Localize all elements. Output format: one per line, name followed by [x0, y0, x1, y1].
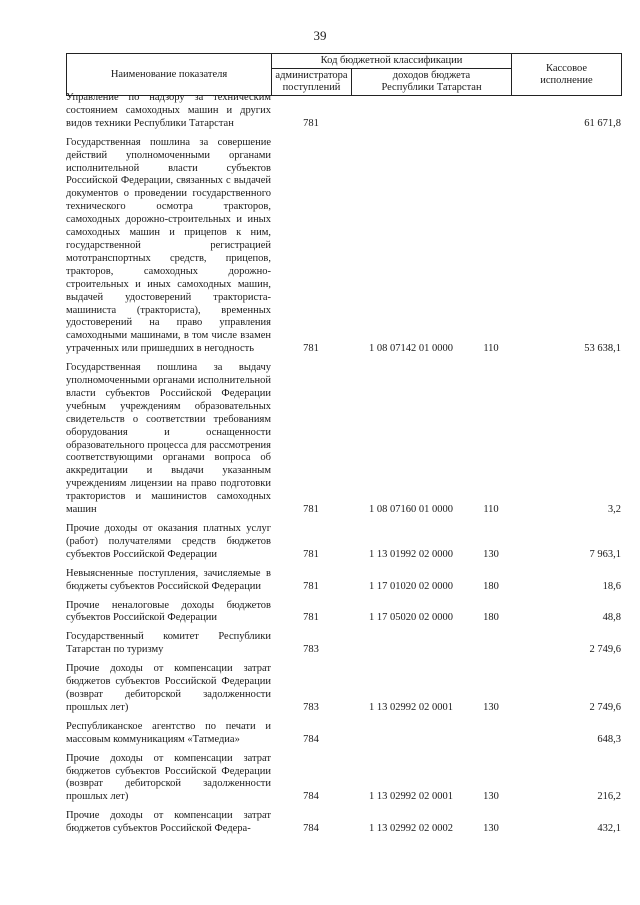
row-amount: 216,2: [597, 791, 621, 803]
table-row: [66, 721, 621, 747]
header-name: Наименование показателя: [67, 54, 272, 96]
row-admin: 781: [303, 343, 319, 355]
row-subcode: 110: [483, 504, 499, 516]
row-name: Государственная пошлина за выдачу уполномоченными органами исполнительной власти субъектов Российской Федерации учебным учреждениям образовательных свидетельств о соответствии требованиям оборудования и оснащенности образовательного процесса для рассмотрения соответствующими органами вопроса об аккредитации и выдачи указанным учреждениям лицензии на право подготовки трактористов и машинистов самоходных машин: [66, 362, 271, 516]
table-row: [66, 600, 621, 626]
header-execution: Кассовое исполнение: [512, 54, 622, 96]
row-amount: 53 638,1: [584, 343, 621, 355]
row-amount: 7 963,1: [589, 548, 621, 560]
row-name: Прочие неналоговые доходы бюджетов субъектов Российской Федерации: [66, 599, 271, 624]
row-name: Прочие доходы от оказания платных услуг (работ) получателями средств бюджетов субъектов Российской Федерации: [66, 523, 271, 560]
row-code: 1 13 02992 02 0001: [369, 791, 453, 803]
row-code: 1 08 07160 01 0000: [369, 504, 453, 516]
page-number: 39: [313, 28, 327, 43]
row-amount: 432,1: [597, 823, 621, 835]
row-code: 1 17 05020 02 0000: [369, 612, 453, 624]
table-row: [66, 362, 621, 517]
row-admin: 784: [303, 733, 319, 745]
row-amount: 2 749,6: [589, 701, 621, 713]
row-admin: 781: [303, 504, 319, 516]
row-admin: 781: [303, 580, 319, 592]
row-subcode: 130: [483, 823, 499, 835]
table-row: [66, 631, 621, 657]
table-row: [66, 753, 621, 805]
table-row: [66, 92, 621, 131]
table-row: [66, 568, 621, 594]
row-code: 1 13 02992 02 0001: [369, 701, 453, 713]
row-subcode: 130: [483, 548, 499, 560]
row-subcode: 180: [483, 612, 499, 624]
header-revenue: доходов бюджета Республики Татарстан: [352, 69, 512, 96]
row-admin: 781: [303, 548, 319, 560]
row-admin: 783: [303, 644, 319, 656]
row-admin: 784: [303, 791, 319, 803]
table-row: [66, 137, 621, 356]
table-body: [66, 92, 621, 842]
row-subcode: 130: [483, 701, 499, 713]
table-row: [66, 810, 621, 836]
row-code: 1 13 02992 02 0002: [369, 823, 453, 835]
row-code: 1 13 01992 02 0000: [369, 548, 453, 560]
row-name: Управление по надзору за техническим состоянием самоходных машин и других видов техники Республики Татарстан: [66, 92, 271, 129]
row-amount: 18,6: [602, 580, 621, 592]
row-admin: 783: [303, 701, 319, 713]
row-admin: 781: [303, 117, 319, 129]
row-amount: 61 671,8: [584, 117, 621, 129]
table-row: [66, 523, 621, 562]
row-subcode: 130: [483, 791, 499, 803]
row-subcode: 110: [483, 343, 499, 355]
row-name: Прочие доходы от компенсации затрат бюджетов субъектов Российской Федерации (возврат дебиторской задолженности прошлых лет): [66, 663, 271, 713]
row-amount: 648,3: [597, 733, 621, 745]
row-subcode: 180: [483, 580, 499, 592]
header-code-group: Код бюджетной классификации: [272, 54, 512, 69]
table-row: [66, 663, 621, 715]
row-amount: 2 749,6: [589, 644, 621, 656]
row-admin: 784: [303, 823, 319, 835]
row-amount: 48,8: [602, 612, 621, 624]
row-admin: 781: [303, 612, 319, 624]
row-name: Прочие доходы от компенсации затрат бюджетов субъектов Российской Федера-: [66, 810, 271, 835]
row-amount: 3,2: [607, 504, 621, 516]
row-code: 1 17 01020 02 0000: [369, 580, 453, 592]
row-name: Невыясненные поступления, зачисляемые в бюджеты субъектов Российской Федерации: [66, 567, 271, 592]
row-name: Государственный комитет Республики Татарстан по туризму: [66, 631, 271, 656]
row-name: Государственная пошлина за совершение действий уполномоченными органами исполнительной власти субъектов Российской Федерации, связанных с выдачей документов о проведении государственного технического осмотра тракторов, самоходных дорожно-строительных и иных самоходных машин и прицепов к ним, государственной регистрацией мототранспортных средств, прицепов, тракторов, самоходных дорожно-строительных и иных самоходных машин, выдачей удостоверений тракториста-машиниста (тракториста), временных удостоверений на право управления самоходными машинами, в том числе взамен утраченных или пришедших в негодность: [66, 136, 271, 355]
row-code: 1 08 07142 01 0000: [369, 343, 453, 355]
header-admin: администратора поступлений: [272, 69, 352, 96]
table-header: [66, 53, 622, 96]
row-name: Прочие доходы от компенсации затрат бюджетов субъектов Российской Федерации (возврат дебиторской задолженности прошлых лет): [66, 752, 271, 803]
row-name: Республиканское агентство по печати и массовым коммуникациям «Татмедиа»: [66, 720, 271, 745]
